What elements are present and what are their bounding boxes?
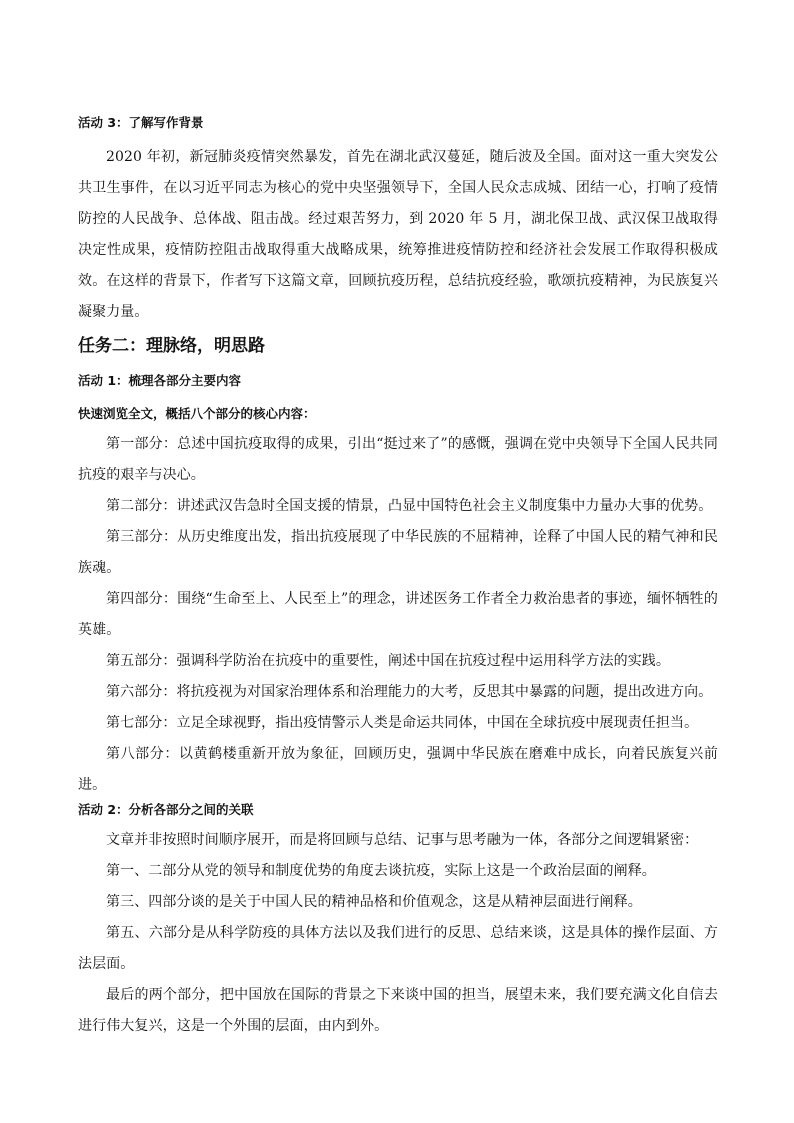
activity-1-intro: 快速浏览全文，概括八个部分的核心内容：	[78, 406, 316, 421]
part-summary-6: 第六部分：将抗疫视为对国家治理体系和治理能力的大考，反思其中暴露的问题，提出改进方向。	[106, 684, 713, 700]
document-page	[78, 0, 718, 1123]
activity-1-intro-block	[78, 404, 718, 424]
activity-3-heading: 活动 3：了解写作背景	[78, 115, 204, 130]
activity-2-heading: 活动 2：分析各部分之间的关联	[78, 802, 254, 817]
activity-2-paragraph-5: 最后的两个部分，把中国放在国际的背景之下来谈中国的担当，展望未来，我们要充满文化自信去进行伟大复兴，这是一个外围的层面，由内到外。	[78, 987, 718, 1034]
activity-1-parts	[78, 429, 718, 801]
activity-1-heading: 活动 1：梳理各部分主要内容	[78, 373, 242, 388]
activity-2-paragraph-4: 第五、六部分是从科学防疫的具体方法以及我们进行的反思、总结来谈，这是具体的操作层面、方法层面。	[78, 925, 718, 972]
activity-2-body	[78, 825, 718, 1042]
part-summary-3: 第三部分：从历史维度出发，指出抗疫展现了中华民族的不屈精神，诠释了中国人民的精气神和民族魂。	[78, 529, 718, 576]
part-summary-8: 第八部分：以黄鹤楼重新开放为象征，回顾历史，强调中华民族在磨难中成长，向着民族复兴前进。	[78, 746, 718, 793]
part-summary-2: 第二部分：讲述武汉告急时全国支援的情景，凸显中国特色社会主义制度集中力量办大事的优势。	[106, 498, 713, 514]
part-summary-7: 第七部分：立足全球视野，指出疫情警示人类是命运共同体，中国在全球抗疫中展现责任担当。	[106, 715, 699, 731]
activity-2-paragraph-2: 第一、二部分从党的领导和制度优势的角度去谈抗疫，实际上这是一个政治层面的阐释。	[106, 863, 656, 879]
activity-2-section	[78, 800, 718, 820]
part-summary-4: 第四部分：围绕“生命至上、人民至上”的理念，讲述医务工作者全力救治患者的事迹，缅怀牺牲的英雄。	[78, 591, 718, 638]
activity-2-paragraph-1: 文章并非按照时间顺序展开，而是将回顾与总结、记事与思考融为一体，各部分之间逻辑紧密：	[106, 832, 699, 848]
part-summary-1: 第一部分：总述中国抗疫取得的成果，引出“挺过来了”的感慨，强调在党中央领导下全国人民共同抗疫的艰辛与决心。	[78, 436, 718, 483]
part-summary-5: 第五部分：强调科学防治在抗疫中的重要性，阐述中国在抗疫过程中运用科学方法的实践。	[106, 653, 670, 669]
task-2-section	[78, 334, 718, 358]
activity-3-section	[78, 113, 718, 133]
task-2-heading: 任务二：理脉络，明思路	[78, 336, 265, 356]
activity-3-paragraph: 2020 年初，新冠肺炎疫情突然暴发，首先在湖北武汉蔓延，随后波及全国。面对这一重大突发公共卫生事件，在以习近平同志为核心的党中央坚强领导下，全国人民众志成城、团结一心，打响了疫情防控的人民战争、总体战、阻击战。经过艰苦努力，到 2020 年 5 月，湖北保卫战、武汉保卫战取得决定性成果，疫情防控阻击战取得重大战略成果，统筹推进疫情防控和经济社会发展工作取得积极成效。在这样的背景下，作者写下这篇文章，回顾抗疫历程，总结抗疫经验，歌颂抗疫精神，为民族复兴凝聚力量。	[78, 149, 718, 320]
activity-2-paragraph-3: 第三、四部分谈的是关于中国人民的精神品格和价值观念，这是从精神层面进行阐释。	[106, 894, 642, 910]
activity-3-body	[78, 142, 718, 328]
activity-1-section	[78, 371, 718, 391]
